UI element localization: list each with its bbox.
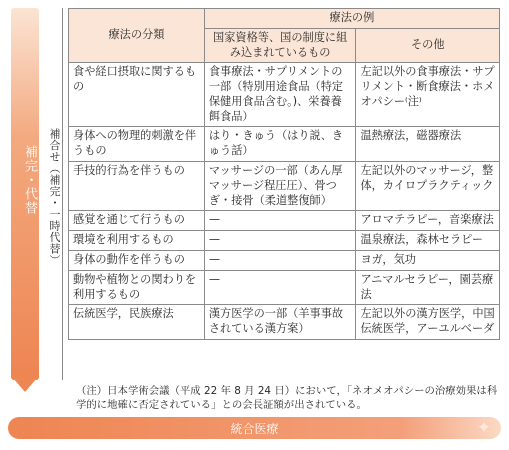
row-category: 身体の動作を伴うもの bbox=[69, 250, 205, 270]
row-other: 左記以外の漢方医学，中国伝統医学，アーユルベーダ bbox=[356, 305, 500, 340]
row-other: ヨガ，気功 bbox=[356, 250, 500, 270]
combination-label: 補合せ（補完・一時代替） bbox=[48, 128, 61, 266]
row-national: 食事療法・サプリメントの一部（特別用途食品（特定保健用食品含む。)、栄養養餌食品） bbox=[204, 63, 356, 127]
row-other: 左記以外のマッサージ，整体，カイロプラクティック bbox=[356, 162, 500, 211]
table-row bbox=[69, 63, 500, 127]
row-category: 身体への物理的刺激を伴うもの bbox=[69, 127, 205, 162]
sparkle-icon: ✦ bbox=[476, 418, 491, 438]
table-header-row-1 bbox=[69, 9, 500, 29]
row-other: 左記以外の食事療法・サプリメント・断食療法・ホメオパシー⁽注⁾ bbox=[356, 63, 500, 127]
header-examples: 療法の例 bbox=[204, 9, 499, 29]
table-row bbox=[69, 231, 500, 251]
row-other: 温熱療法，磁器療法 bbox=[356, 127, 500, 162]
table-row bbox=[69, 127, 500, 162]
table-row bbox=[69, 162, 500, 211]
table-row bbox=[69, 270, 500, 305]
row-national: — bbox=[204, 250, 356, 270]
row-other: アニマルセラピー，園芸療法 bbox=[356, 270, 500, 305]
row-category: 動物や植物との関わりを利用するもの bbox=[69, 270, 205, 305]
table-row bbox=[69, 211, 500, 231]
table-row bbox=[69, 250, 500, 270]
header-other: その他 bbox=[356, 28, 500, 63]
header-category: 療法の分類 bbox=[69, 9, 205, 63]
row-national: — bbox=[204, 231, 356, 251]
row-other: アロマテラピー，音楽療法 bbox=[356, 211, 500, 231]
header-national: 国家資格等、国の制度に組み込まれているもの bbox=[204, 28, 356, 63]
integrative-medicine-label: 統合医療 bbox=[230, 422, 279, 436]
row-category: 食や経口摂取に関するもの bbox=[69, 63, 205, 127]
row-national: — bbox=[204, 211, 356, 231]
integrative-medicine-bar bbox=[8, 417, 501, 439]
therapy-table bbox=[68, 8, 500, 340]
table-row bbox=[69, 305, 500, 340]
row-category: 環境を利用するもの bbox=[69, 231, 205, 251]
row-category: 手技的行為を伴うもの bbox=[69, 162, 205, 211]
row-national: — bbox=[204, 270, 356, 305]
row-national: はり・きゅう（はり説、きゅう話） bbox=[204, 127, 356, 162]
row-category: 感覚を通じて行うもの bbox=[69, 211, 205, 231]
row-other: 温泉療法，森林セラピー bbox=[356, 231, 500, 251]
complementary-alternative-label: 補完・代替 bbox=[22, 145, 37, 215]
footnote: （注）日本学術会議（平成 22 年 8 月 24 日）において，「ネオメオパシーの治療効果は科学的に地確に否定されている」との会長証額が出されている。 bbox=[76, 385, 498, 412]
down-arrow-icon bbox=[13, 378, 37, 392]
row-national: 漢方医学の一部（羊事事故されている漢方案） bbox=[204, 305, 356, 340]
row-national: マッサージの一部（あん厚マッサージ程圧圧）、骨つぎ・接骨（柔道整復師） bbox=[204, 162, 356, 211]
row-category: 伝統医学，民族療法 bbox=[69, 305, 205, 340]
